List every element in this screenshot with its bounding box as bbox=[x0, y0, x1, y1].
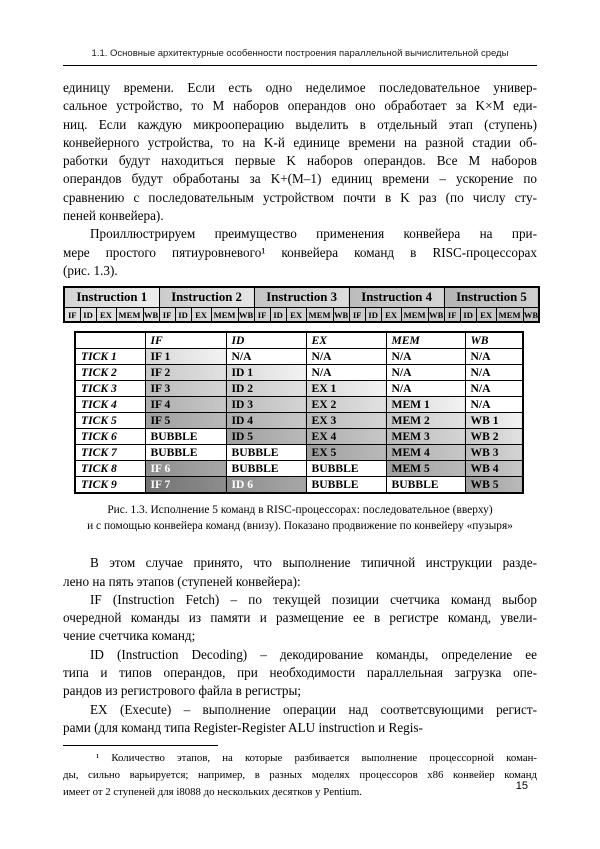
stage-cell: MEM bbox=[211, 308, 238, 323]
stage-cell: MEM bbox=[496, 308, 523, 323]
pipeline-stage-cell: N/A bbox=[465, 381, 523, 397]
instruction-header-cell: Instruction 2 bbox=[159, 287, 254, 308]
text-line: имеет от 2 ступеней для i8088 до нескольких десятков у Pentium. bbox=[63, 786, 362, 799]
pipeline-stage-cell: N/A bbox=[465, 349, 523, 365]
text-line: ды, сильно варьируется; например, в разных моделях процессоров x86 конвейер команд bbox=[63, 769, 537, 782]
text-line: ID (Instruction Decoding) – декодирование команды, определение ее bbox=[90, 646, 537, 662]
pipeline-stage-cell: WB 5 bbox=[465, 477, 523, 494]
pipeline-stage-cell: N/A bbox=[386, 365, 465, 381]
pipeline-stage-cell: WB 4 bbox=[465, 461, 523, 477]
paragraph-pipeline-speedup bbox=[63, 79, 537, 225]
paragraph-id-stage bbox=[63, 646, 537, 701]
pipeline-stage-cell: BUBBLE bbox=[226, 461, 306, 477]
tick-label-cell: TICK 7 bbox=[75, 445, 145, 461]
pipeline-table-body bbox=[75, 332, 523, 493]
pipeline-stage-cell: N/A bbox=[386, 349, 465, 365]
pipeline-stage-cell: WB 3 bbox=[465, 445, 523, 461]
footnote bbox=[63, 750, 537, 801]
pipeline-stage-cell: BUBBLE bbox=[145, 445, 226, 461]
tick-label-cell: TICK 4 bbox=[75, 397, 145, 413]
pipeline-stage-cell: N/A bbox=[226, 349, 306, 365]
instruction-header-cell: Instruction 5 bbox=[444, 287, 539, 308]
page-number: 15 bbox=[515, 780, 528, 792]
pipeline-stage-cell: EX 2 bbox=[306, 397, 386, 413]
stage-cell: IF bbox=[349, 308, 365, 323]
tick-label-cell: TICK 8 bbox=[75, 461, 145, 477]
text-line: сальное устройство, то M наборов операндов оно обработает за K×M еди- bbox=[63, 98, 537, 114]
tick-label-cell: TICK 5 bbox=[75, 413, 145, 429]
pipeline-stage-cell: N/A bbox=[465, 397, 523, 413]
stage-cell: IF bbox=[254, 308, 270, 323]
paragraph-illustrate bbox=[63, 225, 537, 280]
pipeline-stage-cell: EX 3 bbox=[306, 413, 386, 429]
pipeline-stage-cell: ID 6 bbox=[226, 477, 306, 494]
paragraph-ex-stage bbox=[63, 701, 537, 738]
pipeline-stage-cell: N/A bbox=[306, 349, 386, 365]
text-line: типа и типов операндов, при необходимости параллельная загрузка опе- bbox=[63, 665, 537, 681]
text-line: В этом случае принято, что выполнение типичной инструкции разде- bbox=[90, 555, 537, 571]
pipeline-stage-cell: MEM 1 bbox=[386, 397, 465, 413]
pipeline-stage-cell: ID 2 bbox=[226, 381, 306, 397]
stage-cell: ID bbox=[365, 308, 381, 323]
text-line: чение счетчика команд; bbox=[63, 628, 196, 644]
page-content bbox=[63, 79, 537, 801]
pipeline-stage-cell: IF 6 bbox=[145, 461, 226, 477]
pipeline-column-header bbox=[75, 332, 145, 349]
stage-cell: WB bbox=[238, 308, 254, 323]
figure-caption-line-1: Рис. 1.3. Исполнение 5 команд в RISC-процессорах: последовательное (вверху) bbox=[107, 504, 493, 517]
tick-label-cell: TICK 9 bbox=[75, 477, 145, 494]
instruction-header-cell: Instruction 3 bbox=[254, 287, 349, 308]
paragraph-if-stage bbox=[63, 591, 537, 646]
running-head bbox=[63, 48, 537, 66]
text-line: ниц. Если каждую микрооперацию выделить в отдельный этап (ступень) bbox=[63, 116, 537, 132]
text-line: конвейерного устройства, то на K-й единице времени на разной стадии об- bbox=[63, 134, 537, 150]
stage-cell: ID bbox=[270, 308, 286, 323]
pipeline-stage-cell: N/A bbox=[306, 365, 386, 381]
tick-label-cell: TICK 1 bbox=[75, 349, 145, 365]
stage-cell: ID bbox=[80, 308, 96, 323]
pipeline-stage-cell: BUBBLE bbox=[306, 477, 386, 494]
text-line: (рис. 1.3). bbox=[63, 262, 118, 278]
stage-cell: ID bbox=[460, 308, 476, 323]
pipeline-stage-cell: ID 4 bbox=[226, 413, 306, 429]
text-line: рандов из регистрового файла в регистры; bbox=[63, 683, 301, 699]
stage-cell: WB bbox=[333, 308, 349, 323]
pipeline-stage-cell: N/A bbox=[386, 381, 465, 397]
pipeline-stage-cell: WB 2 bbox=[465, 429, 523, 445]
stage-cell: IF bbox=[64, 308, 80, 323]
text-line: ¹ Количество этапов, на которые разбивается выполнение процессорной коман- bbox=[96, 752, 537, 765]
pipeline-stage-cell: EX 4 bbox=[306, 429, 386, 445]
instruction-header-cell: Instruction 1 bbox=[64, 287, 159, 308]
pipeline-stage-cell: N/A bbox=[465, 365, 523, 381]
text-line: сравнению с последовательным устройством почти в K раз (по числу сту- bbox=[63, 189, 537, 205]
stage-cell: WB bbox=[523, 308, 539, 323]
pipeline-column-header: IF bbox=[145, 332, 226, 349]
pipeline-stage-cell: IF 5 bbox=[145, 413, 226, 429]
tick-label-cell: TICK 2 bbox=[75, 365, 145, 381]
instruction-header-cell: Instruction 4 bbox=[349, 287, 444, 308]
pipeline-stage-cell: BUBBLE bbox=[386, 477, 465, 494]
stage-cell: MEM bbox=[116, 308, 143, 323]
stage-cell: EX bbox=[96, 308, 116, 323]
stage-cell: EX bbox=[191, 308, 211, 323]
stage-cell: IF bbox=[159, 308, 175, 323]
pipeline-stage-cell: BUBBLE bbox=[145, 429, 226, 445]
text-line: операндов будут обработаны за K+(M–1) единиц времени – ускорение по bbox=[63, 171, 537, 187]
pipeline-stage-cell: IF 4 bbox=[145, 397, 226, 413]
pipeline-stage-cell: MEM 5 bbox=[386, 461, 465, 477]
instruction-sequence-table bbox=[63, 286, 540, 323]
text-line: лено на пять этапов (ступеней конвейера): bbox=[63, 573, 301, 589]
pipeline-stage-cell: IF 1 bbox=[145, 349, 226, 365]
pipeline-stage-cell: IF 7 bbox=[145, 477, 226, 494]
stage-cell: ID bbox=[175, 308, 191, 323]
pipeline-stage-cell: BUBBLE bbox=[226, 445, 306, 461]
text-line: работки будут находиться первые K наборов операндов. Все M наборов bbox=[63, 153, 537, 169]
text-line: очередной команды из памяти и размещение ее в регистре команд, увели- bbox=[63, 610, 537, 626]
footnote-separator bbox=[63, 745, 218, 746]
pipeline-stage-cell: MEM 4 bbox=[386, 445, 465, 461]
pipeline-stage-cell: EX 5 bbox=[306, 445, 386, 461]
tick-label-cell: TICK 6 bbox=[75, 429, 145, 445]
stage-cell: EX bbox=[476, 308, 496, 323]
pipeline-stage-cell: IF 3 bbox=[145, 381, 226, 397]
pipeline-stage-cell: ID 1 bbox=[226, 365, 306, 381]
paragraph-five-stages bbox=[63, 554, 537, 591]
pipeline-stage-cell: IF 2 bbox=[145, 365, 226, 381]
figure-caption bbox=[63, 502, 537, 534]
stage-cell: MEM bbox=[306, 308, 333, 323]
pipeline-stage-cell: MEM 2 bbox=[386, 413, 465, 429]
text-line: мере простого пятиуровневого¹ конвейера команд в RISC-процессорах bbox=[63, 244, 537, 260]
pipeline-column-header: EX bbox=[306, 332, 386, 349]
stage-cell: WB bbox=[143, 308, 159, 323]
text-line: EX (Execute) – выполнение операции над соответсвующими регист- bbox=[90, 701, 537, 717]
stage-cell: EX bbox=[381, 308, 401, 323]
pipeline-column-header: WB bbox=[465, 332, 523, 349]
stage-cell: WB bbox=[428, 308, 444, 323]
instruction-table-body bbox=[64, 287, 539, 322]
pipeline-stage-cell: WB 1 bbox=[465, 413, 523, 429]
stage-cell: MEM bbox=[401, 308, 428, 323]
text-line: пеней конвейера). bbox=[63, 208, 164, 224]
pipeline-column-header: ID bbox=[226, 332, 306, 349]
pipeline-stage-cell: BUBBLE bbox=[306, 461, 386, 477]
pipeline-column-header: MEM bbox=[386, 332, 465, 349]
text-line: IF (Instruction Fetch) – по текущей позиции счетчика команд выбор bbox=[90, 591, 537, 607]
pipeline-stage-cell: ID 5 bbox=[226, 429, 306, 445]
text-line: рами (для команд типа Register-Register ALU instruction и Regis- bbox=[63, 719, 423, 735]
pipeline-tick-table bbox=[74, 331, 524, 494]
pipeline-stage-cell: EX 1 bbox=[306, 381, 386, 397]
tick-label-cell: TICK 3 bbox=[75, 381, 145, 397]
text-line: единицу времени. Если есть одно неделимое последовательное универ- bbox=[63, 80, 537, 95]
pipeline-stage-cell: MEM 3 bbox=[386, 429, 465, 445]
pipeline-stage-cell: ID 3 bbox=[226, 397, 306, 413]
running-head-text: 1.1. Основные архитектурные особенности построения параллельной вычислительной среды bbox=[91, 48, 509, 59]
figure-caption-line-2: и с помощью конвейера команд (внизу). Показано продвижение по конвейеру «пузыря» bbox=[87, 520, 513, 533]
stage-cell: EX bbox=[286, 308, 306, 323]
stage-cell: IF bbox=[444, 308, 460, 323]
text-line: Проиллюстрируем преимущество применения конвейера на при- bbox=[90, 226, 537, 242]
